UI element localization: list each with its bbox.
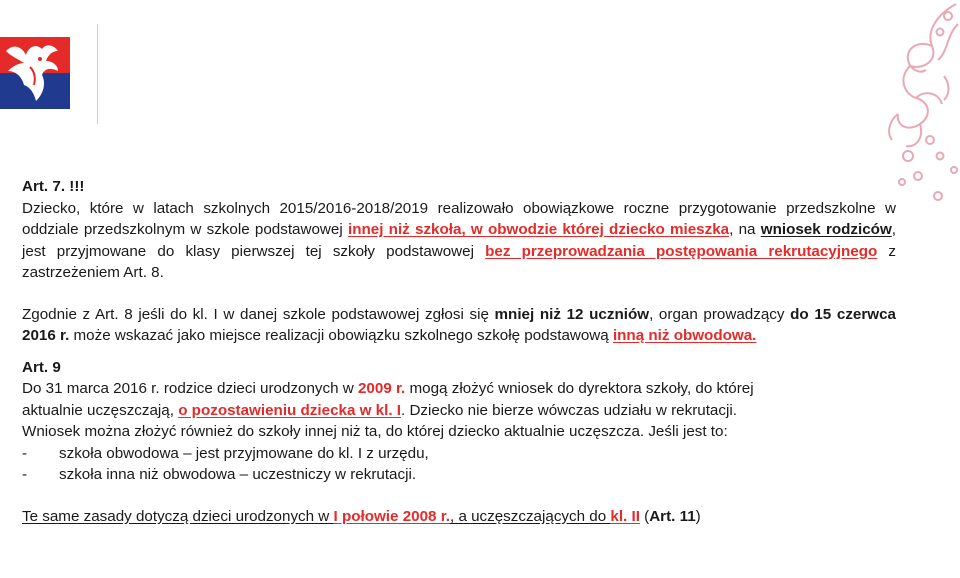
article-9-heading: Art. 9 bbox=[22, 358, 61, 376]
highlight-article-11: Art. 11 bbox=[649, 507, 696, 525]
text-run: , jest przyjmowane do klasy pierwszej tej szkoły podstawowej bbox=[22, 221, 896, 260]
text-run: , a uczęszczających do bbox=[450, 507, 611, 525]
text-run: Dziecko, które w latach szkolnych 2015/2016-2018/2019 realizowało obowiązkowe roczne przygotowanie przedszkolne w oddziale przedszkolnym w szkole podstawowej bbox=[22, 199, 896, 238]
logo-divider bbox=[97, 24, 98, 124]
highlight-class-two: kl. II bbox=[610, 507, 640, 525]
article-7-heading: Art. 7. !!! bbox=[22, 178, 85, 195]
highlight-student-count: mniej niż 12 uczniów bbox=[494, 305, 650, 323]
highlight-no-recruitment: bez przeprowadzania postępowania rekrutacyjnego bbox=[485, 242, 878, 260]
highlight-parents-request: wniosek rodziców bbox=[760, 221, 892, 238]
article-7-paragraph bbox=[22, 198, 896, 284]
text-run: ) bbox=[695, 507, 701, 525]
article-9-line-2 bbox=[22, 400, 896, 422]
highlight-stay-in-class: o pozostawieniu dziecka w kl. I bbox=[178, 401, 401, 419]
list-item bbox=[22, 464, 896, 486]
highlight-non-district: inną niż obwodowa. bbox=[612, 327, 757, 344]
article-11-paragraph bbox=[22, 506, 896, 528]
text-run: może wskazać jako miejsce realizacji obowiązku szkolnego szkołę podstawową bbox=[69, 327, 613, 344]
text-run: Zgodnie z Art. 8 jeśli do kl. I w danej szkole podstawowej zgłosi się bbox=[22, 305, 495, 323]
text-run: . Dziecko nie bierze wówczas udziału w rekrutacji. bbox=[401, 401, 737, 419]
city-emblem-logo bbox=[0, 37, 70, 109]
text-run: mogą złożyć wniosek do dyrektora szkoły, do której bbox=[405, 380, 754, 397]
list-item bbox=[22, 443, 896, 465]
text-run: Do 31 marca 2016 r. rodzice dzieci urodzonych w bbox=[22, 380, 358, 397]
article-9-line-1 bbox=[22, 378, 896, 400]
highlight-other-school: innej niż szkoła, w obwodzie której dziecko mieszka bbox=[347, 221, 730, 238]
text-run: Te same zasady dotyczą dzieci urodzonych w bbox=[22, 507, 334, 525]
highlight-deadline: do 15 czerwca 2016 r. bbox=[22, 305, 896, 344]
list-dash: - bbox=[22, 466, 28, 483]
text-run: , organ prowadzący bbox=[649, 305, 791, 323]
article-8-paragraph bbox=[22, 304, 896, 347]
document-body bbox=[22, 176, 896, 527]
list-dash: - bbox=[22, 444, 28, 462]
list-item-text: szkoła obwodowa – jest przyjmowane do kl. I z urzędu, bbox=[59, 444, 429, 462]
highlight-first-half-2008: I połowie 2008 r. bbox=[333, 507, 450, 525]
list-item-text: szkoła inna niż obwodowa – uczestniczy w rekrutacji. bbox=[59, 466, 417, 483]
text-run: aktualnie uczęszczają, bbox=[22, 401, 179, 419]
article-9-line-3: Wniosek można złożyć również do szkoły innej niż ta, do której dziecko aktualnie uczęszcza. Jeśli jest to: bbox=[22, 423, 728, 440]
text-run: ( bbox=[639, 507, 650, 525]
emblem-icon bbox=[0, 37, 70, 109]
highlight-birth-year: 2009 r. bbox=[357, 380, 406, 397]
text-run: z zastrzeżeniem Art. 8. bbox=[22, 242, 896, 281]
text-run: , na bbox=[729, 221, 761, 238]
